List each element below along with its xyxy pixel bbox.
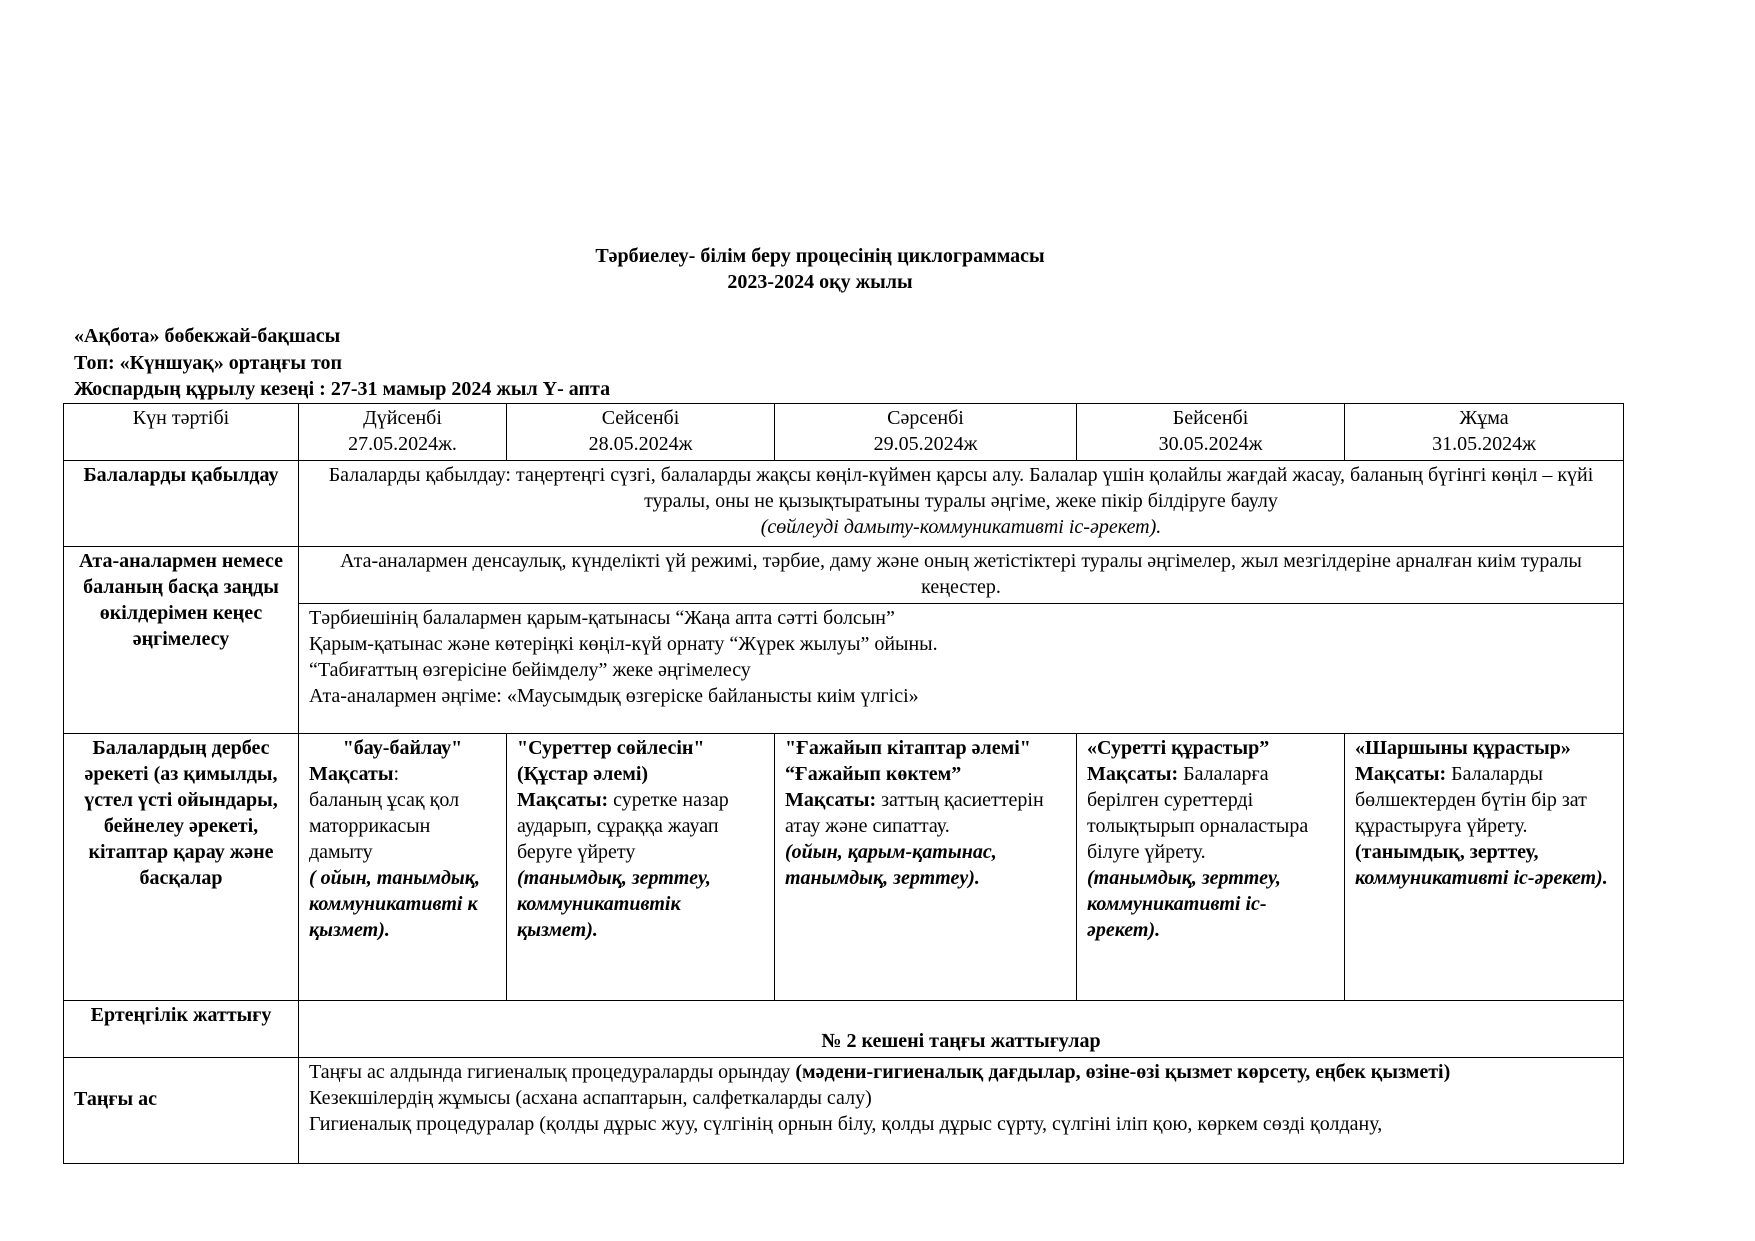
- table-row: [64, 547, 1624, 604]
- table-row: [64, 734, 1624, 1001]
- breakfast-content: [299, 1058, 1624, 1164]
- activity-note: ( ойын, танымдық, коммуникативті к қызмет).: [309, 867, 480, 941]
- activity-note-bold: (танымдық, зерттеу,: [1355, 841, 1539, 863]
- list-item: Қарым-қатынас және көтеріңкі көңіл-күй орнату “Жүрек жылуы” ойыны.: [309, 633, 938, 655]
- header-cell-wednesday: Сәрсенбі 29.05.2024ж: [775, 404, 1077, 461]
- group-name: Топ: «Күншуақ» ортаңғы топ: [74, 352, 343, 374]
- row-label-reception: Балаларды қабылдау: [64, 461, 299, 547]
- activity-tuesday: [507, 734, 775, 1001]
- list-item: Тәрбиешінің балалармен қарым-қатынасы “Жаңа апта сәтті болсын”: [309, 607, 895, 629]
- activity-note: (танымдық, зерттеу, коммуникативті іс-әрекет).: [1087, 867, 1281, 941]
- goal-label: Мақсаты:: [517, 789, 609, 811]
- activity-title: "бау-байлау": [342, 737, 463, 759]
- table-row: [64, 461, 1624, 547]
- reception-content: [299, 461, 1624, 547]
- row-label-breakfast: Таңғы ас: [64, 1058, 299, 1164]
- activity-title: «Шаршыны құрастыр»: [1355, 737, 1571, 759]
- document-subtitle: 2023-2024 оқу жылы: [727, 271, 913, 293]
- activity-subtitle: “Ғажайып көктем”: [785, 763, 962, 785]
- goal-label: Мақсаты:: [1355, 763, 1447, 785]
- activity-note: (танымдық, зерттеу, коммуникативтік қызмет).: [517, 867, 711, 941]
- row-label-morning-exercise: Ертеңгілік жаттығу: [64, 1001, 299, 1058]
- header-cell-schedule: Күн тәртібі: [64, 404, 299, 461]
- breakfast-line1: Таңғы ас алдында гигиеналық процедураларды орындау: [309, 1061, 796, 1083]
- parents-activities: [299, 604, 1624, 734]
- activity-thursday: [1077, 734, 1345, 1001]
- header-cell-thursday: Бейсенбі 30.05.2024ж: [1077, 404, 1345, 461]
- breakfast-line2: Кезекшілердің жұмысы (асхана аспаптарын, салфеткаларды салу): [309, 1087, 872, 1109]
- list-item: “Табиғаттың өзгерісіне бейімделу” жеке әңгімелесу: [309, 659, 751, 681]
- morning-exercise-text: № 2 кешені таңғы жаттығулар: [821, 1030, 1101, 1052]
- activity-goal: суретке назар аударып, сұраққа жауап беруге үйрету: [517, 789, 729, 863]
- planning-period: Жоспардың құрылу кезеңі : 27-31 мамыр 2024 жыл Ү- апта: [74, 378, 611, 400]
- table-row: [64, 1001, 1624, 1058]
- goal-label: Мақсаты: [309, 763, 394, 785]
- cyclogram-table: [63, 403, 1624, 1164]
- activity-friday: [1345, 734, 1624, 1001]
- breakfast-line1-bold: (мәдени-гигиеналық дағдылар, өзіне-өзі қызмет көрсету, еңбек қызметі): [795, 1061, 1451, 1083]
- header-cell-monday: Дүйсенбі 27.05.2024ж.: [299, 404, 507, 461]
- row-label-independent-activity: Балалардың дербес әрекеті (аз қимылды, үстел үсті ойындары, бейнелеу әрекеті, кітаптар қарау және басқалар: [64, 734, 299, 1001]
- activity-title: "Ғажайып кітаптар әлемі": [785, 737, 1031, 759]
- document-title: Тәрбиелеу- білім беру процесінің циклограммасы: [595, 245, 1045, 267]
- activity-wednesday: [775, 734, 1077, 1001]
- morning-exercise-content: [299, 1001, 1624, 1058]
- activity-goal: баланың ұсақ қол маторрикасын дамыту: [309, 789, 460, 863]
- breakfast-line3: Гигиеналық процедуралар (қолды дұрыс жуу, сүлгінің орнын білу, қолды дұрыс сүрту, сүлгіні іліп қою, көркем сөзді қолдану,: [309, 1113, 1383, 1135]
- activity-monday: "бау-байлау" Мақсаты: баланың ұсақ қол маторрикасын дамыту ( ойын, танымдық, коммуникативті к қызмет).: [299, 734, 507, 1001]
- table-header-row: [64, 404, 1624, 461]
- kindergarten-name: «Ақбота» бөбекжай-бақшасы: [74, 325, 341, 347]
- activity-note: (ойын, қарым-қатынас, танымдық, зерттеу).: [785, 841, 997, 889]
- activity-goal: заттың қасиеттерін атау және сипаттау.: [785, 789, 1044, 837]
- goal-label: Мақсаты:: [1087, 763, 1179, 785]
- reception-note: (сөйлеуді дамыту-коммуникативті іс-әрекет).: [760, 516, 1162, 538]
- goal-label: Мақсаты:: [785, 789, 877, 811]
- parents-consultation-text: Ата-аналармен денсаулық, күнделікті үй режимі, тәрбие, даму және оның жетістіктері туралы әңгімелер, жыл мезгілдеріне арналған киім туралы кеңестер.: [299, 547, 1624, 604]
- list-item: Ата-аналармен әңгіме: «Маусымдық өзгеріске байланысты киім үлгісі»: [309, 685, 919, 707]
- header-cell-friday: Жұма 31.05.2024ж: [1345, 404, 1624, 461]
- activity-title: "Суреттер сөйлесін" (Құстар әлемі): [517, 737, 705, 785]
- header-cell-tuesday: Сейсенбі 28.05.2024ж: [507, 404, 775, 461]
- activity-title: «Суретті құрастыр”: [1087, 737, 1270, 759]
- reception-text: Балаларды қабылдау: таңертеңгі сүзгі, балаларды жақсы көңіл-күймен қарсы алу. Балалар үшін қолайлы жағдай жасау, баланың бүгінгі көңіл – күйі туралы, оны не қызықтыратыны туралы әңгіме, жеке пікір білдіруге баулу: [328, 464, 1594, 512]
- row-label-parents: Ата-аналармен немесе баланың басқа заңды өкілдерімен кеңес әңгімелесу: [64, 547, 299, 734]
- table-row: [64, 1058, 1624, 1164]
- activity-goal: Балаларды бөлшектерден бүтін бір зат құрастыруға үйрету.: [1355, 763, 1587, 837]
- activity-goal: Балаларға берілген суреттерді толықтырып орналастыра білуге үйрету.: [1087, 763, 1309, 863]
- activity-note: коммуникативті іс-әрекет).: [1355, 867, 1608, 889]
